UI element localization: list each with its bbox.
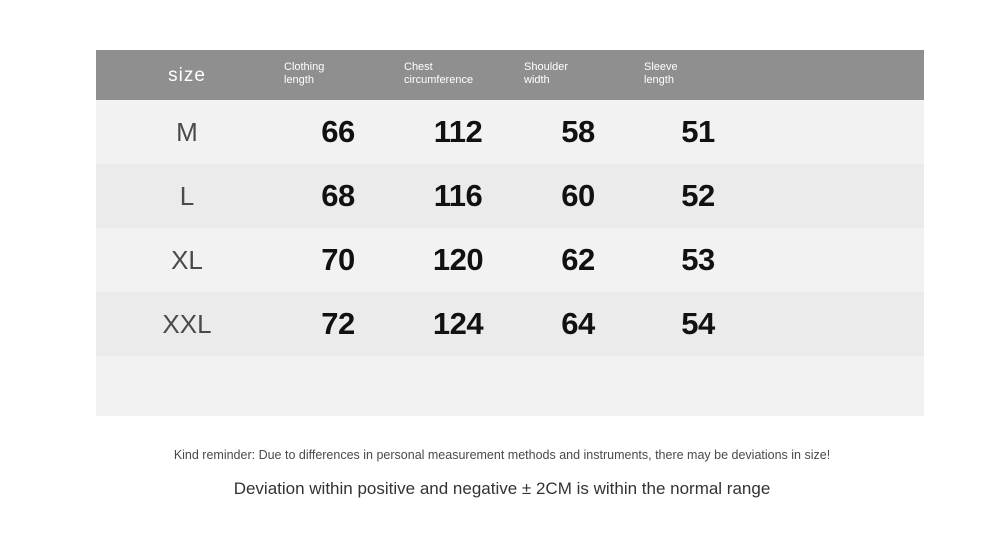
- cell-clothing-length: 70: [321, 242, 355, 277]
- table-bottom-band: [96, 356, 924, 416]
- cell-chest-circumference: 120: [432, 242, 484, 277]
- cell-size: M: [176, 116, 198, 147]
- cell-sleeve-length: 51: [681, 114, 715, 149]
- size-deviation-range-note: Deviation within positive and negative ± 2CM is within the normal range: [233, 479, 771, 498]
- column-header-chest-circumference: [398, 61, 518, 89]
- column-header-shoulder-width-line1: Shoulder: [524, 61, 569, 73]
- column-header-clothing-length: [278, 61, 398, 89]
- table-row: [96, 164, 924, 228]
- column-header-size: [96, 64, 278, 86]
- size-chart-table: [96, 50, 924, 416]
- cell-clothing-length: 66: [321, 114, 355, 149]
- cell-shoulder-width: 62: [561, 242, 595, 277]
- cell-sleeve-length: 54: [681, 306, 715, 341]
- column-header-clothing-length-line1: Clothing: [284, 61, 325, 73]
- column-header-sleeve-length: [638, 61, 758, 89]
- cell-clothing-length: 72: [321, 306, 355, 341]
- cell-chest-circumference: 112: [433, 114, 483, 149]
- column-header-shoulder-width-line2: width: [524, 74, 550, 86]
- cell-clothing-length: 68: [321, 178, 355, 213]
- column-header-shoulder-width: [518, 61, 638, 89]
- column-header-clothing-length-line2: length: [284, 74, 314, 86]
- cell-size: XXL: [162, 308, 212, 339]
- table-row: [96, 228, 924, 292]
- cell-sleeve-length: 52: [681, 178, 715, 213]
- cell-chest-circumference: 116: [433, 178, 483, 213]
- cell-size: L: [179, 180, 195, 211]
- column-header-size-label: size: [168, 64, 206, 86]
- cell-sleeve-length: 53: [681, 242, 715, 277]
- cell-size: XL: [171, 244, 203, 275]
- cell-shoulder-width: 58: [561, 114, 595, 149]
- size-deviation-reminder: Kind reminder: Due to differences in personal measurement methods and instruments, there may be deviations in size!: [173, 448, 831, 462]
- table-row: [96, 100, 924, 164]
- column-header-chest-circumference-line2: circumference: [404, 74, 474, 86]
- cell-shoulder-width: 64: [561, 306, 595, 341]
- column-header-sleeve-length-line2: length: [644, 74, 674, 86]
- table-header-row: [96, 50, 924, 100]
- cell-shoulder-width: 60: [561, 178, 595, 213]
- cell-chest-circumference: 124: [432, 306, 484, 341]
- table-row: [96, 292, 924, 356]
- column-header-sleeve-length-line1: Sleeve: [644, 61, 678, 73]
- column-header-chest-circumference-line1: Chest: [404, 61, 433, 73]
